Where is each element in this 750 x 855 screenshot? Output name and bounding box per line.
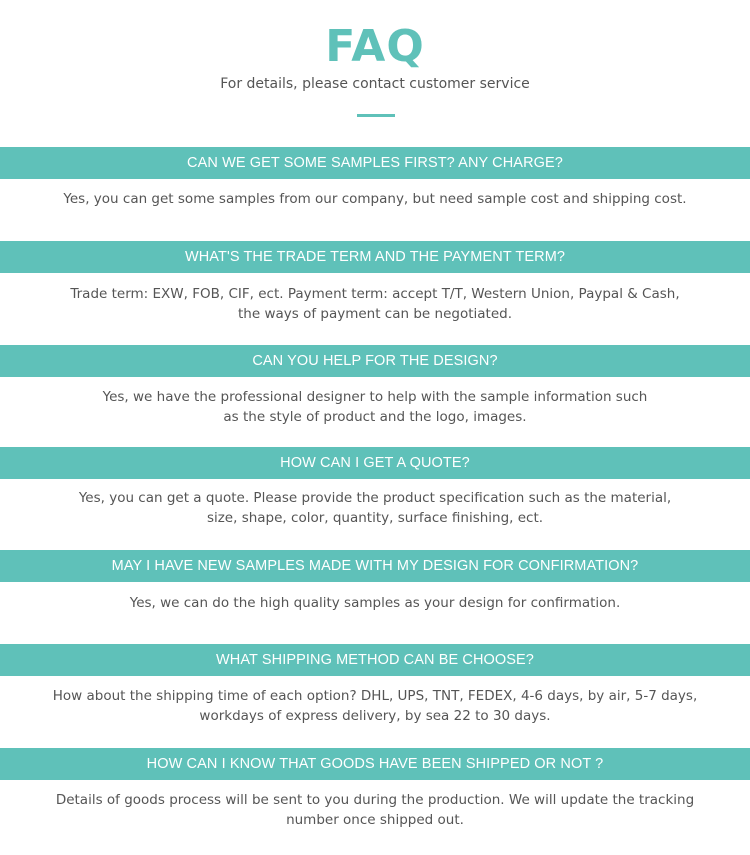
faq-answer xyxy=(0,687,750,726)
faq-answer-line: number once shipped out. xyxy=(286,811,464,828)
faq-answer-line: How about the shipping time of each option? DHL, UPS, TNT, FEDEX, 4-6 days, by air, 5-7 days, xyxy=(52,688,698,704)
faq-answer-line: Yes, we can do the high quality samples as your design for confirmation. xyxy=(129,595,621,611)
faq-answer-line: the ways of payment can be negotiated. xyxy=(238,305,512,322)
faq-answer-line: Trade term: EXW, FOB, CIF, ect. Payment term: accept T/T, Western Union, Paypal & Cash, xyxy=(70,286,680,302)
faq-question: MAY I HAVE NEW SAMPLES MADE WITH MY DESIGN FOR CONFIRMATION? xyxy=(0,550,750,582)
faq-answer-line: Yes, you can get some samples from our company, but need sample cost and shipping cost. xyxy=(63,191,687,207)
page-subtitle: For details, please contact customer service xyxy=(220,76,530,92)
faq-answer-line: as the style of product and the logo, images. xyxy=(223,408,527,425)
faq-answer-line: Yes, you can get a quote. Please provide the product specification such as the material, xyxy=(78,490,672,506)
faq-answer-line: Yes, we have the professional designer to help with the sample information such xyxy=(102,389,648,405)
title-divider xyxy=(357,114,395,117)
page-title: FAQ xyxy=(325,21,425,72)
faq-question: WHAT SHIPPING METHOD CAN BE CHOOSE? xyxy=(0,644,750,676)
faq-question: WHAT'S THE TRADE TERM AND THE PAYMENT TERM? xyxy=(0,241,750,273)
faq-question: CAN YOU HELP FOR THE DESIGN? xyxy=(0,345,750,377)
faq-question: HOW CAN I GET A QUOTE? xyxy=(0,447,750,479)
faq-answer-line: size, shape, color, quantity, surface finishing, ect. xyxy=(206,509,544,526)
faq-answer xyxy=(0,489,750,528)
faq-answer xyxy=(0,594,750,614)
faq-answer xyxy=(0,791,750,830)
faq-answer xyxy=(0,285,750,324)
faq-question: CAN WE GET SOME SAMPLES FIRST? ANY CHARGE? xyxy=(0,147,750,179)
faq-answer xyxy=(0,388,750,427)
faq-answer-line: Details of goods process will be sent to you during the production. We will update the tracking xyxy=(55,792,695,808)
faq-question: HOW CAN I KNOW THAT GOODS HAVE BEEN SHIPPED OR NOT ? xyxy=(0,748,750,780)
faq-answer-line: workdays of express delivery, by sea 22 to 30 days. xyxy=(199,707,551,724)
faq-answer xyxy=(0,190,750,210)
